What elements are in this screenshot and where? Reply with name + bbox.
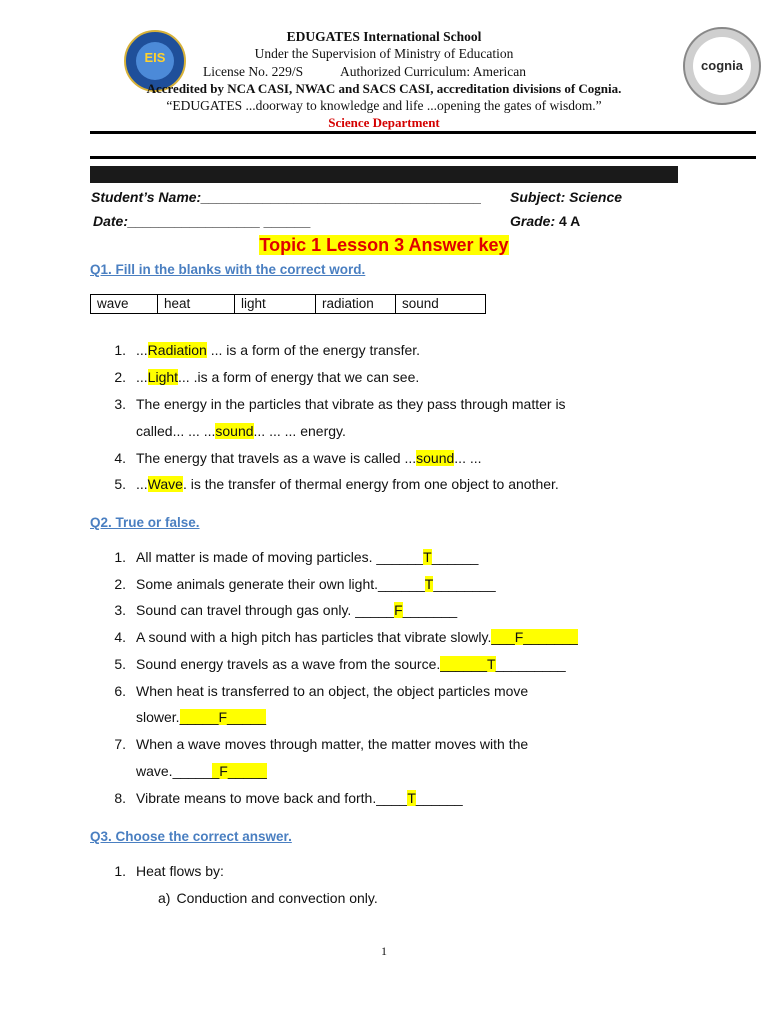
school-logo-text: EIS — [144, 50, 166, 65]
grade-label-text: Grade: — [510, 213, 560, 229]
q2-item-1: 1. All matter is made of moving particles. ______T______ — [114, 549, 479, 565]
title-wrap — [0, 235, 768, 256]
q1-item-1: 1. ...Radiation ... is a form of the energy transfer. — [114, 342, 421, 358]
q1-item-2: 2. ...Light... .is a form of energy that we can see. — [114, 369, 420, 385]
word-bank-cell: wave — [91, 295, 158, 314]
q2-item-3: 3. Sound can travel through gas only. _____F_______ — [114, 602, 458, 618]
accreditation-line: Accredited by NCA CASI, NWAC and SACS CASI, accreditation divisions of Cognia. — [146, 81, 622, 96]
q2-item-4: 4. A sound with a high pitch has particles that vibrate slowly.___F_______ — [114, 629, 578, 645]
department-name: Science Department — [328, 115, 440, 130]
q1-item-5: 5. ...Wave. is the transfer of thermal energy from one object to another. — [114, 476, 559, 492]
word-bank-cell: light — [235, 295, 316, 314]
q2-item-5: 5. Sound energy travels as a wave from the source.______T_________ — [114, 656, 566, 672]
word-bank-cell: radiation — [316, 295, 396, 314]
word-bank-table — [90, 294, 486, 314]
answer-highlight: ______T — [440, 656, 496, 672]
q2-item-7: 7. When a wave moves through matter, the matter moves with the — [114, 736, 529, 752]
answer-highlight: T — [424, 576, 434, 592]
subject-label: Subject: Science — [510, 189, 623, 205]
q2-item-6-continued: slower._____F_____ — [136, 709, 266, 725]
curriculum-line: Authorized Curriculum: American — [340, 64, 526, 79]
q2-item-7-continued: wave.______F_____ — [136, 763, 267, 779]
answer-highlight: _____F_____ — [179, 709, 266, 725]
q2-heading: Q2. True or false. — [90, 515, 200, 530]
grade-label — [510, 213, 580, 229]
grade-value: 4 A — [559, 213, 581, 229]
student-name-field: Student’s Name:____________________________________ — [91, 189, 482, 205]
word-bank-cell: heat — [158, 295, 235, 314]
word-bank-cell: sound — [396, 295, 486, 314]
page-number: 1 — [381, 944, 387, 958]
answer-highlight: sound — [215, 423, 254, 439]
school-motto: “EDUGATES ...doorway to knowledge and life ...opening the gates of wisdom.” — [166, 98, 602, 113]
header-black-band — [90, 166, 678, 183]
header-divider-top — [90, 131, 756, 134]
answer-highlight: T — [407, 790, 416, 806]
q3-question-1: 1. Heat flows by: — [114, 863, 224, 879]
cognia-seal-text: cognia — [701, 58, 743, 73]
supervision-line: Under the Supervision of Ministry of Education — [254, 46, 514, 61]
q1-heading: Q1. Fill in the blanks with the correct word. — [90, 262, 366, 277]
q1-item-4: 4. The energy that travels as a wave is called ...sound... ... — [114, 450, 482, 466]
q3-heading: Q3. Choose the correct answer. — [90, 829, 292, 844]
q2-item-8: 8. Vibrate means to move back and forth.____T______ — [114, 790, 463, 806]
q1-item-3: 3. The energy in the particles that vibrate as they pass through matter is — [114, 396, 566, 412]
answer-highlight: Wave — [147, 476, 183, 492]
date-field: Date:_________________ ______ — [93, 213, 311, 229]
q1-item-3-continued: called... ... ...sound... ... ... energy. — [136, 423, 346, 439]
answer-highlight: ___F_______ — [491, 629, 578, 645]
q2-item-6: 6. When heat is transferred to an object, the object particles move — [114, 683, 529, 699]
answer-highlight: Radiation — [147, 342, 207, 358]
header-divider-bottom — [90, 156, 756, 159]
answer-highlight: sound — [416, 450, 455, 466]
school-name: EDUGATES International School — [286, 29, 482, 44]
answer-highlight: T — [423, 549, 432, 565]
q2-item-2: 2. Some animals generate their own light.______T________ — [114, 576, 496, 592]
page-title: Topic 1 Lesson 3 Answer key — [259, 235, 509, 255]
answer-highlight: F — [394, 602, 403, 618]
license-number: License No. 229/S — [203, 64, 304, 79]
q3-option-a: a) Conduction and convection only. — [158, 890, 378, 906]
answer-highlight: _F_____ — [211, 763, 267, 779]
answer-highlight: Light — [147, 369, 179, 385]
